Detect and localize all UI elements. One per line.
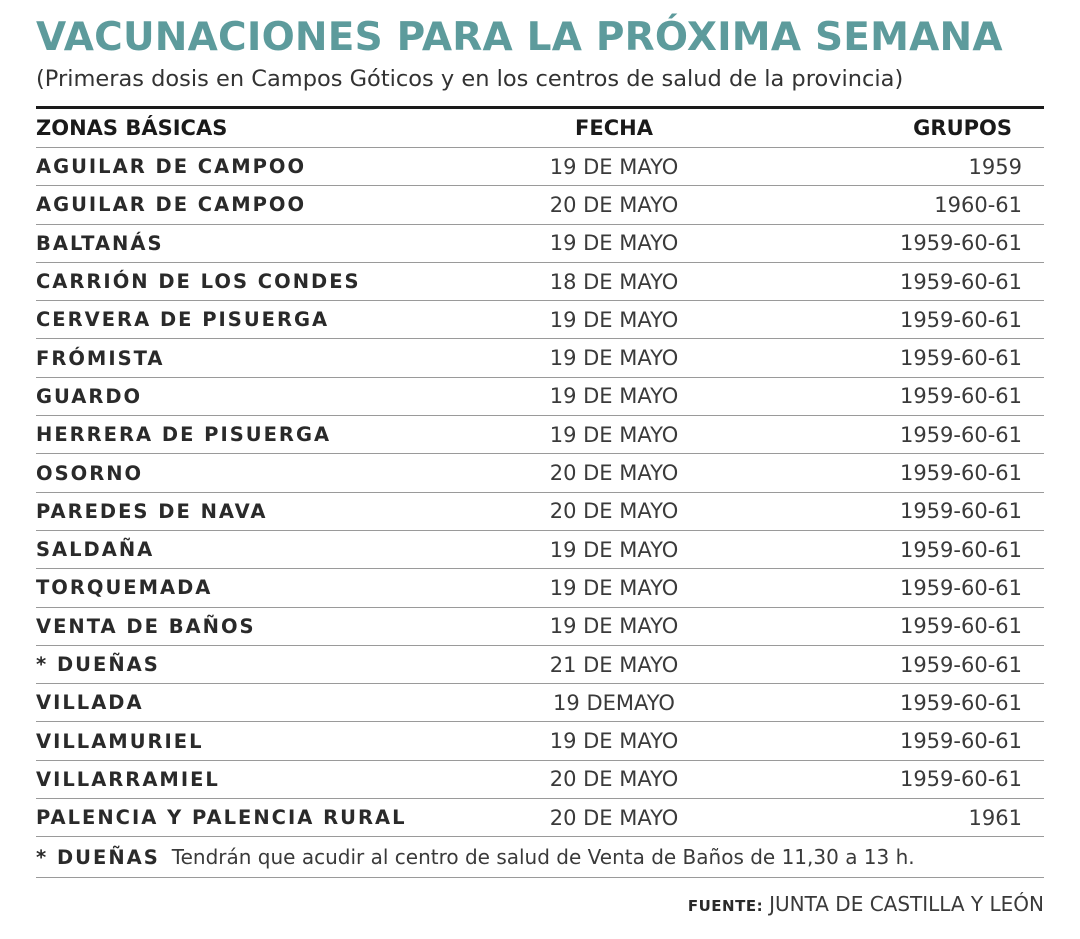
table-row (36, 454, 1044, 492)
table-row (36, 148, 1044, 186)
grupos-cell: 1959-60-61 (752, 530, 1044, 568)
footnote (36, 837, 1044, 878)
table-row (36, 416, 1044, 454)
column-header-zonas: ZONAS BÁSICAS (36, 109, 476, 148)
fecha-cell: 19 DE MAYO (476, 530, 752, 568)
fecha-cell: 20 DE MAYO (476, 186, 752, 224)
zona-cell: * DUEÑAS (36, 645, 476, 683)
zona-cell: VILLAMURIEL (36, 722, 476, 760)
fecha-cell: 20 DE MAYO (476, 454, 752, 492)
table-row (36, 492, 1044, 530)
table-row (36, 530, 1044, 568)
grupos-cell: 1959-60-61 (752, 339, 1044, 377)
fecha-cell: 19 DE MAYO (476, 148, 752, 186)
grupos-cell: 1959-60-61 (752, 454, 1044, 492)
zona-cell: VILLARRAMIEL (36, 760, 476, 798)
zona-cell: CERVERA DE PISUERGA (36, 301, 476, 339)
footnote-label: * DUEÑAS (36, 846, 160, 870)
grupos-cell: 1959-60-61 (752, 492, 1044, 530)
fecha-cell: 19 DE MAYO (476, 377, 752, 415)
table-row (36, 684, 1044, 722)
vaccination-infographic (36, 0, 1044, 916)
table-header-row (36, 109, 1044, 148)
table-row (36, 339, 1044, 377)
grupos-cell: 1959-60-61 (752, 684, 1044, 722)
zona-cell: SALDAÑA (36, 530, 476, 568)
fecha-cell: 19 DE MAYO (476, 722, 752, 760)
grupos-cell: 1959 (752, 148, 1044, 186)
table-row (36, 799, 1044, 837)
source-label: FUENTE: (687, 897, 764, 916)
zona-cell: CARRIÓN DE LOS CONDES (36, 262, 476, 300)
zona-cell: VILLADA (36, 684, 476, 722)
zona-cell: HERRERA DE PISUERGA (36, 416, 476, 454)
fecha-cell: 18 DE MAYO (476, 262, 752, 300)
fecha-cell: 20 DE MAYO (476, 492, 752, 530)
grupos-cell: 1959-60-61 (752, 377, 1044, 415)
source-text: JUNTA DE CASTILLA Y LEÓN (769, 892, 1044, 917)
fecha-cell: 19 DE MAYO (476, 224, 752, 262)
zona-cell: OSORNO (36, 454, 476, 492)
grupos-cell: 1960-61 (752, 186, 1044, 224)
table-row (36, 645, 1044, 683)
fecha-cell: 19 DEMAYO (476, 684, 752, 722)
grupos-cell: 1959-60-61 (752, 645, 1044, 683)
source-credit (36, 892, 1044, 916)
zona-cell: AGUILAR DE CAMPOO (36, 148, 476, 186)
zona-cell: AGUILAR DE CAMPOO (36, 186, 476, 224)
fecha-cell: 20 DE MAYO (476, 799, 752, 837)
zona-cell: PALENCIA Y PALENCIA RURAL (36, 799, 476, 837)
zona-cell: VENTA DE BAÑOS (36, 607, 476, 645)
zona-cell: GUARDO (36, 377, 476, 415)
fecha-cell: 19 DE MAYO (476, 607, 752, 645)
column-header-fecha: FECHA (476, 109, 752, 148)
table-row (36, 301, 1044, 339)
footnote-text: Tendrán que acudir al centro de salud de Venta de Baños de 11,30 a 13 h. (171, 845, 915, 870)
zona-cell: PAREDES DE NAVA (36, 492, 476, 530)
table-row (36, 569, 1044, 607)
grupos-cell: 1959-60-61 (752, 416, 1044, 454)
table-row (36, 377, 1044, 415)
zona-cell: FRÓMISTA (36, 339, 476, 377)
grupos-cell: 1959-60-61 (752, 760, 1044, 798)
zona-cell: TORQUEMADA (36, 569, 476, 607)
page-subtitle: (Primeras dosis en Campos Góticos y en los centros de salud de la provincia) (36, 66, 904, 92)
grupos-cell: 1959-60-61 (752, 722, 1044, 760)
fecha-cell: 20 DE MAYO (476, 760, 752, 798)
table-row (36, 186, 1044, 224)
zona-cell: BALTANÁS (36, 224, 476, 262)
grupos-cell: 1959-60-61 (752, 224, 1044, 262)
table-row (36, 262, 1044, 300)
fecha-cell: 19 DE MAYO (476, 339, 752, 377)
table-row (36, 760, 1044, 798)
grupos-cell: 1961 (752, 799, 1044, 837)
fecha-cell: 19 DE MAYO (476, 416, 752, 454)
fecha-cell: 19 DE MAYO (476, 301, 752, 339)
column-header-grupos: GRUPOS (752, 109, 1044, 148)
grupos-cell: 1959-60-61 (752, 569, 1044, 607)
grupos-cell: 1959-60-61 (752, 301, 1044, 339)
table-body (36, 148, 1044, 837)
table-row (36, 607, 1044, 645)
page-title: VACUNACIONES PARA LA PRÓXIMA SEMANA (36, 15, 1003, 60)
fecha-cell: 21 DE MAYO (476, 645, 752, 683)
vaccination-table (36, 109, 1044, 837)
grupos-cell: 1959-60-61 (752, 262, 1044, 300)
table-row (36, 224, 1044, 262)
fecha-cell: 19 DE MAYO (476, 569, 752, 607)
table-row (36, 722, 1044, 760)
grupos-cell: 1959-60-61 (752, 607, 1044, 645)
